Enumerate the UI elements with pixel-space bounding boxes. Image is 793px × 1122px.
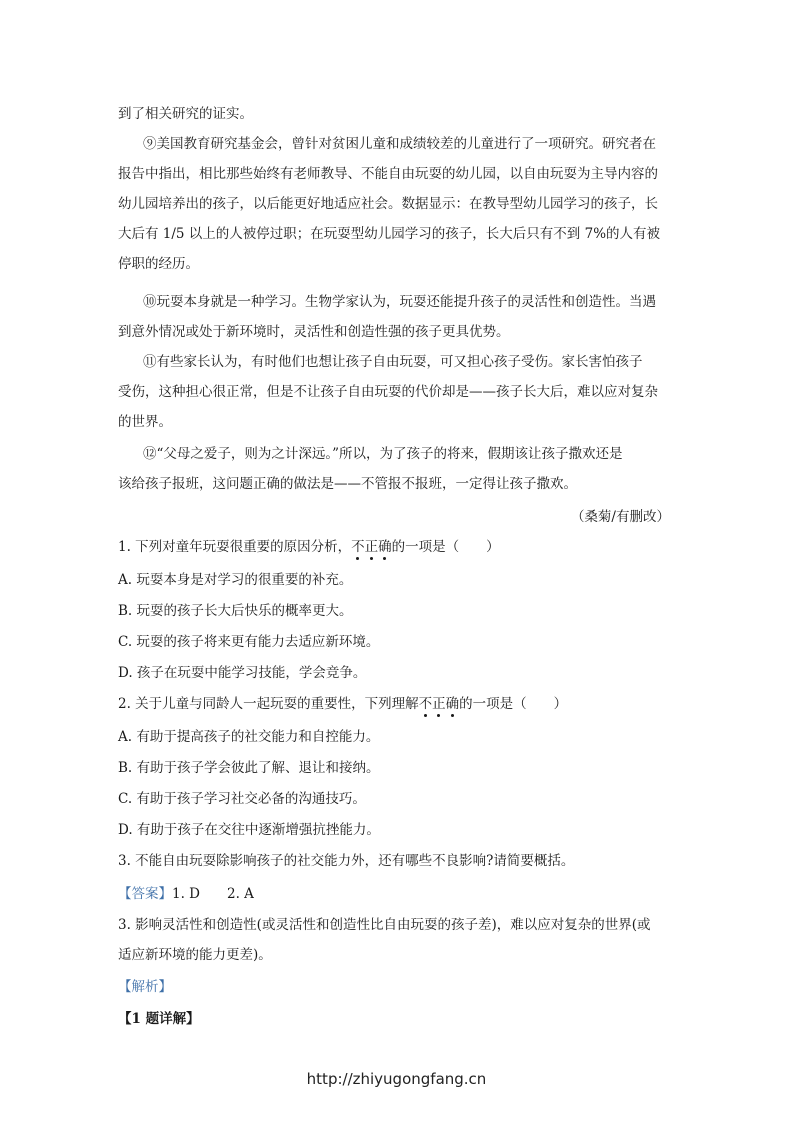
option-a: A. 有助于提高孩子的社交能力和自控能力。	[118, 729, 380, 745]
source-attribution: （桑菊/有删改）	[570, 509, 670, 525]
option-a: A. 玩耍本身是对学习的很重要的补充。	[118, 572, 353, 588]
option-b: B. 有助于孩子学会彼此了解、退让和接纳。	[118, 760, 380, 776]
paragraph-line: 报告中指出，相比那些始终有老师教导、不能自由玩耍的幼儿园，以自由玩耍为主导内容的	[118, 166, 658, 182]
paragraph-line: 大后有 1/5 以上的人被停过职；在玩耍型幼儿园学习的孩子，长大后只有不到 7%的人有被	[118, 226, 661, 242]
stem-text: 1. 下列对童年玩耍很重要的原因分析，	[118, 539, 352, 555]
emphasis-char: 正	[432, 696, 446, 712]
question-3: 3. 不能自由玩耍除影响孩子的社交能力外，还有哪些不良影响?请简要概括。	[118, 853, 575, 869]
footer-url: http://zhiyugongfang.cn	[306, 1070, 487, 1088]
option-c: C. 玩耍的孩子将来更有能力去适应新环境。	[118, 634, 380, 650]
option-b: B. 玩耍的孩子长大后快乐的概率更大。	[118, 603, 353, 619]
emphasis-char: 确	[378, 539, 392, 555]
paragraph-line: ⑫“父母之爱子，则为之计深远。”所以，为了孩子的将来，假期该让孩子撒欢还是	[143, 446, 623, 462]
option-d: D. 有助于孩子在交往中逐渐增强抗挫能力。	[118, 822, 380, 838]
emphasis-char: 正	[364, 539, 379, 555]
paragraph-line: 到意外情况或处于新环境时，灵活性和创造性强的孩子更具优势。	[118, 324, 510, 340]
option-c: C. 有助于孩子学习社交必备的沟通技巧。	[118, 791, 366, 807]
paragraph-line: 停职的经历。	[118, 256, 199, 272]
emphasis-char: 不	[418, 696, 433, 712]
question-stem	[118, 537, 500, 557]
question-stem	[118, 694, 567, 714]
stem-text: 的一项是（ ）	[391, 539, 500, 555]
paragraph-line: ⑪有些家长认为，有时他们也想让孩子自由玩耍，可又担心孩子受伤。家长害怕孩子	[143, 354, 643, 370]
answer-q3-line: 3. 影响灵活性和创造性(或灵活性和创造性比自由玩耍的孩子差)，难以应对复杂的世界(或	[118, 917, 651, 933]
option-d: D. 孩子在玩耍中能学习技能，学会竞争。	[118, 665, 367, 681]
emphasis-char: 确	[445, 696, 460, 712]
paragraph-line: 该给孩子报班，这问题正确的做法是——不管报不报班，一定得让孩子撒欢。	[118, 476, 577, 492]
answer-block	[118, 884, 254, 904]
paragraph-line: 受伤，这种担心很正常，但是不让孩子自由玩耍的代价却是——孩子长大后，难以应对复杂	[118, 384, 658, 400]
paragraph-8-end: 到了相关研究的证实。	[118, 106, 253, 122]
analysis-q1-detail: 【1 题详解】	[118, 1011, 200, 1027]
analysis-label: 【解析】	[118, 979, 172, 995]
paragraph-line: ⑨美国教育研究基金会，曾针对贫困儿童和成绩较差的儿童进行了一项研究。研究者在	[143, 136, 656, 152]
paragraph-line: ⑩玩耍本身就是一种学习。生物学家认为，玩耍还能提升孩子的灵活性和创造性。当遇	[143, 294, 656, 310]
paragraph-line: 幼儿园培养出的孩子，以后能更好地适应社会。数据显示：在教导型幼儿园学习的孩子，长	[118, 196, 658, 212]
stem-text: 2. 关于儿童与同龄人一起玩耍的重要性，下列理解	[118, 696, 419, 712]
answer-text: 1. D 2. A	[172, 886, 254, 902]
answer-q3-line: 适应新环境的能力更差)。	[118, 947, 272, 963]
paragraph-line: 的世界。	[118, 414, 172, 430]
stem-text: 的一项是（ ）	[459, 696, 568, 712]
emphasis-char: 不	[351, 539, 365, 555]
answer-label: 【答案】	[118, 886, 172, 902]
